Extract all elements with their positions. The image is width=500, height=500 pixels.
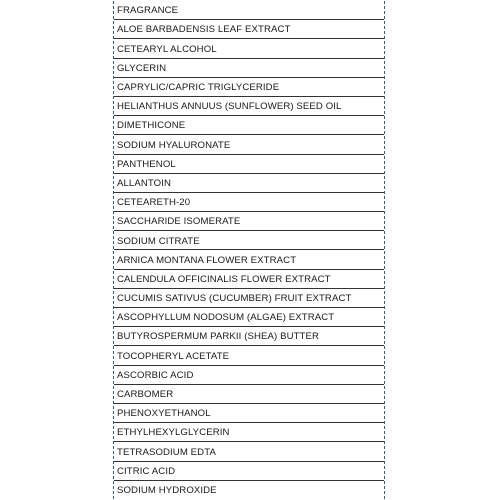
ingredient-label: TETRASODIUM EDTA — [117, 446, 216, 458]
table-row — [114, 97, 384, 116]
table-row — [114, 270, 384, 289]
table-row — [114, 116, 384, 135]
table-row — [114, 20, 384, 39]
ingredient-label: FRAGRANCE — [117, 5, 179, 17]
ingredient-label: SODIUM HYDROXIDE — [117, 484, 217, 496]
ingredient-label: PHENOXYETHANOL — [117, 408, 211, 420]
table-row — [114, 423, 384, 442]
ingredient-label: CITRIC ACID — [117, 465, 176, 477]
table-row — [114, 289, 384, 308]
table-row — [114, 462, 384, 481]
ingredient-label: BUTYROSPERMUM PARKII (SHEA) BUTTER — [117, 331, 320, 343]
table-row — [114, 155, 384, 174]
table-row — [114, 250, 384, 269]
ingredient-label: CALENDULA OFFICINALIS FLOWER EXTRACT — [117, 273, 331, 285]
ingredient-label: ALLANTOIN — [117, 177, 172, 189]
ingredient-label: CETEARETH-20 — [117, 197, 191, 209]
table-row — [114, 231, 384, 250]
table-row — [114, 193, 384, 212]
ingredient-label: ASCORBIC ACID — [117, 369, 194, 381]
ingredient-table — [113, 1, 385, 499]
table-row — [114, 481, 384, 499]
ingredient-label: CARBOMER — [117, 389, 174, 401]
ingredient-label: GLYCERIN — [117, 62, 167, 74]
table-row — [114, 212, 384, 231]
table-row — [114, 366, 384, 385]
ingredient-label: CAPRYLIC/CAPRIC TRIGLYCERIDE — [117, 82, 280, 94]
table-row — [114, 327, 384, 346]
ingredient-label: CUCUMIS SATIVUS (CUCUMBER) FRUIT EXTRACT — [117, 293, 352, 305]
table-row — [114, 59, 384, 78]
ingredient-label: ARNICA MONTANA FLOWER EXTRACT — [117, 254, 297, 266]
table-row — [114, 346, 384, 365]
ingredient-label: SACCHARIDE ISOMERATE — [117, 216, 241, 228]
table-row — [114, 78, 384, 97]
ingredient-label: SODIUM HYALURONATE — [117, 139, 231, 151]
ingredient-label: HELIANTHUS ANNUUS (SUNFLOWER) SEED OIL — [117, 101, 342, 113]
table-row — [114, 308, 384, 327]
ingredient-label: ETHYLHEXYLGLYCERIN — [117, 427, 230, 439]
table-row — [114, 385, 384, 404]
ingredient-label: DIMETHICONE — [117, 120, 186, 132]
ingredient-label: CETEARYL ALCOHOL — [117, 43, 217, 55]
ingredient-label: TOCOPHERYL ACETATE — [117, 350, 230, 362]
ingredient-label: ALOE BARBADENSIS LEAF EXTRACT — [117, 24, 291, 36]
ingredient-label: ASCOPHYLLUM NODOSUM (ALGAE) EXTRACT — [117, 312, 335, 324]
table-row — [114, 174, 384, 193]
table-row — [114, 135, 384, 154]
ingredient-label: PANTHENOL — [117, 158, 176, 170]
table-row — [114, 39, 384, 58]
table-row — [114, 404, 384, 423]
ingredient-label: SODIUM CITRATE — [117, 235, 200, 247]
table-row — [114, 1, 384, 20]
table-row — [114, 442, 384, 461]
